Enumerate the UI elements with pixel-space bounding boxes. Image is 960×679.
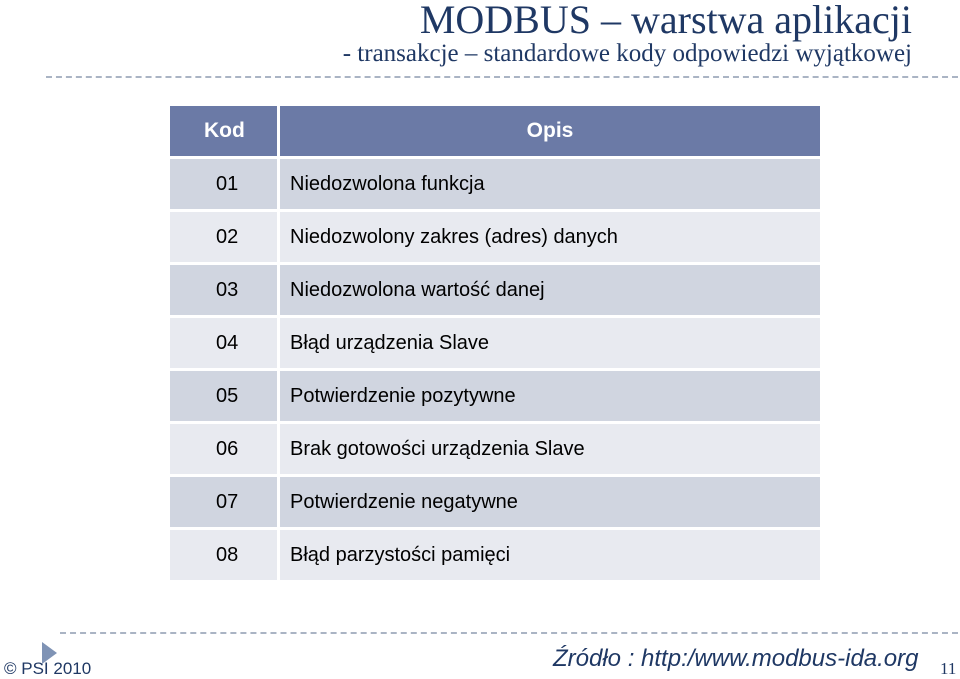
description-cell: Błąd parzystości pamięci (280, 530, 820, 583)
source-citation: Źródło : http:/www.modbus-ida.org (553, 645, 919, 672)
slide-subtitle: - transakcje – standardowe kody odpowiedzi wyjątkowej (342, 40, 912, 67)
table-row (170, 318, 820, 371)
column-header-kod: Kod (170, 106, 280, 159)
table-row (170, 212, 820, 265)
description-cell: Niedozwolony zakres (adres) danych (280, 212, 820, 265)
table-row (170, 477, 820, 530)
table-row (170, 265, 820, 318)
description-cell: Potwierdzenie pozytywne (280, 371, 820, 424)
code-cell: 08 (170, 530, 280, 583)
code-cell: 01 (170, 159, 280, 212)
table-header-row (170, 106, 820, 159)
table-row (170, 371, 820, 424)
code-cell: 07 (170, 477, 280, 530)
page-number: 11 (940, 659, 957, 678)
code-cell: 05 (170, 371, 280, 424)
column-header-opis: Opis (280, 106, 820, 159)
description-cell: Niedozwolona wartość danej (280, 265, 820, 318)
code-cell: 06 (170, 424, 280, 477)
copyright-text: © PSI 2010 (4, 659, 92, 678)
code-cell: 02 (170, 212, 280, 265)
table-row (170, 424, 820, 477)
top-divider (46, 76, 958, 78)
description-cell: Błąd urządzenia Slave (280, 318, 820, 371)
bottom-divider (60, 632, 958, 634)
description-cell: Brak gotowości urządzenia Slave (280, 424, 820, 477)
table-row (170, 159, 820, 212)
table-row (170, 530, 820, 583)
description-cell: Potwierdzenie negatywne (280, 477, 820, 530)
exception-codes-table (170, 106, 820, 583)
code-cell: 03 (170, 265, 280, 318)
description-cell: Niedozwolona funkcja (280, 159, 820, 212)
slide-title: MODBUS – warstwa aplikacji (419, 0, 912, 42)
code-cell: 04 (170, 318, 280, 371)
